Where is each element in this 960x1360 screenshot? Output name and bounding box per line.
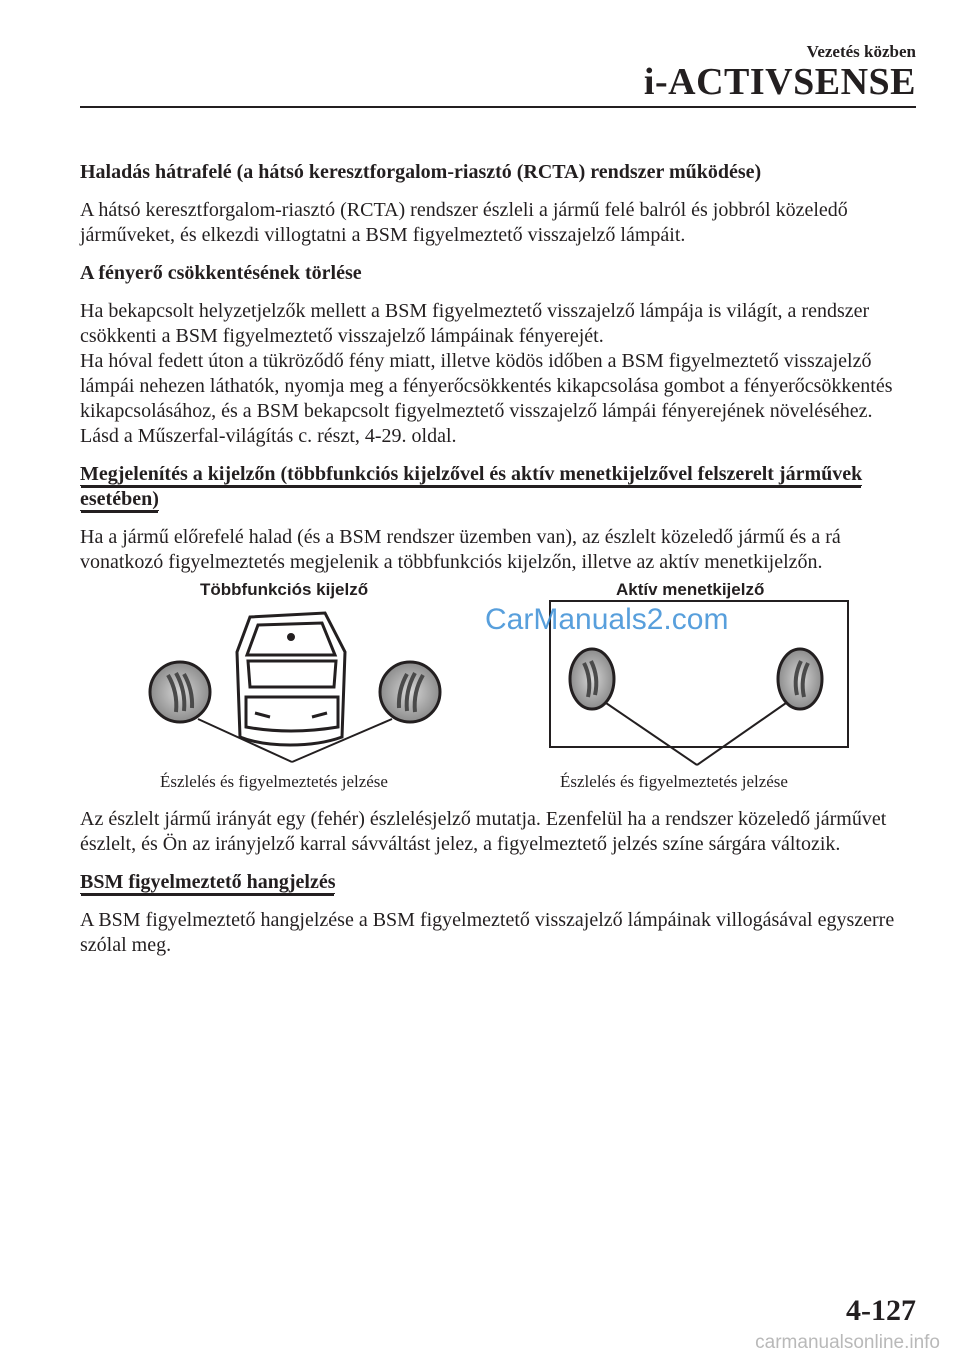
running-header-section: Vezetés közben: [806, 42, 916, 61]
display-right-detection-icon: [778, 649, 822, 709]
paragraph-direction: Az észlelt jármű irányát egy (fehér) észlelésjelző mutatja. Ezenfelül ha a rendszer közeledő járművet észlelt, és Ön az irányjelző karral sávváltást jelez, a figyelmeztető jelzés színe sárgára változik.: [80, 808, 887, 855]
page-content: [80, 160, 920, 971]
figure-title-active-display: Aktív menetkijelző: [616, 580, 765, 599]
watermark-text: CarManuals2.com: [485, 603, 729, 636]
page-number: 4-127: [846, 1294, 916, 1327]
display-heading-text: Megjelenítés a kijelzőn (többfunkciós kijelzővel és aktív menetkijelzővel felszerelt járművek esetében): [80, 463, 863, 510]
display-figure: [80, 577, 920, 797]
section-heading-rcta: Haladás hátrafelé (a hátsó keresztforgalom-riasztó (RCTA) rendszer működése): [80, 161, 762, 183]
section-heading-bsm-beep: [80, 870, 920, 895]
paragraph-dimmer-1: Ha bekapcsolt helyzetjelzők mellett a BSM figyelmeztető visszajelző lámpája is világít, a rendszer csökkenti a BSM figyelmeztető visszajelző lámpáinak fényerejét.: [80, 300, 870, 347]
section-heading-dimmer-cancel: A fényerő csökkentésének törlése: [80, 262, 362, 284]
header-rule: [80, 106, 916, 108]
figure-title-multifunction: Többfunkciós kijelző: [200, 580, 369, 599]
figure-caption-right: Észlelés és figyelmeztetés jelzése: [560, 772, 788, 791]
left-detection-icon: [150, 662, 210, 722]
section-heading-display: [80, 462, 920, 512]
paragraph-dimmer-3: Lásd a Műszerfal-világítás c. részt, 4-29. oldal.: [80, 425, 457, 447]
running-header-chapter: i-ACTIVSENSE: [643, 61, 916, 103]
car-top-view-icon: [237, 613, 345, 745]
paragraph-display: Ha a jármű előrefelé halad (és a BSM rendszer üzemben van), az észlelt közeledő jármű és a rá vonatkozó figyelmeztetés megjelenik a többfunkciós kijelzőn, illetve az aktív menetkijelzőn.: [80, 526, 841, 573]
figure-caption-left: Észlelés és figyelmeztetés jelzése: [160, 772, 388, 791]
bsm-beep-heading-text: BSM figyelmeztető hangjelzés: [80, 871, 336, 893]
paragraph-dimmer-2: Ha hóval fedett úton a tükröződő fény miatt, illetve ködös időben a BSM figyelmeztető visszajelző lámpái nehezen láthatók, nyomja meg a fényerőcsökkentés kikapcsolása gombot a fényerőcsökkentés kikapcsolásához, és a BSM bekapcsolt figyelmeztető visszajelző lámpái fényerejének növeléséhez.: [80, 350, 893, 422]
display-left-detection-icon: [570, 649, 614, 709]
footer-watermark: carmanualsonline.info: [755, 1332, 940, 1353]
paragraph-rcta: A hátsó keresztforgalom-riasztó (RCTA) rendszer észleli a jármű felé balról és jobbról közeledő járműveket, és elkezdi villogtatni a BSM figyelmeztető visszajelző lámpáit.: [80, 199, 848, 246]
paragraph-bsm-beep: A BSM figyelmeztető hangjelzése a BSM figyelmeztető visszajelző lámpáinak villogásával egyszerre szólal meg.: [80, 909, 895, 956]
right-detection-icon: [380, 662, 440, 722]
